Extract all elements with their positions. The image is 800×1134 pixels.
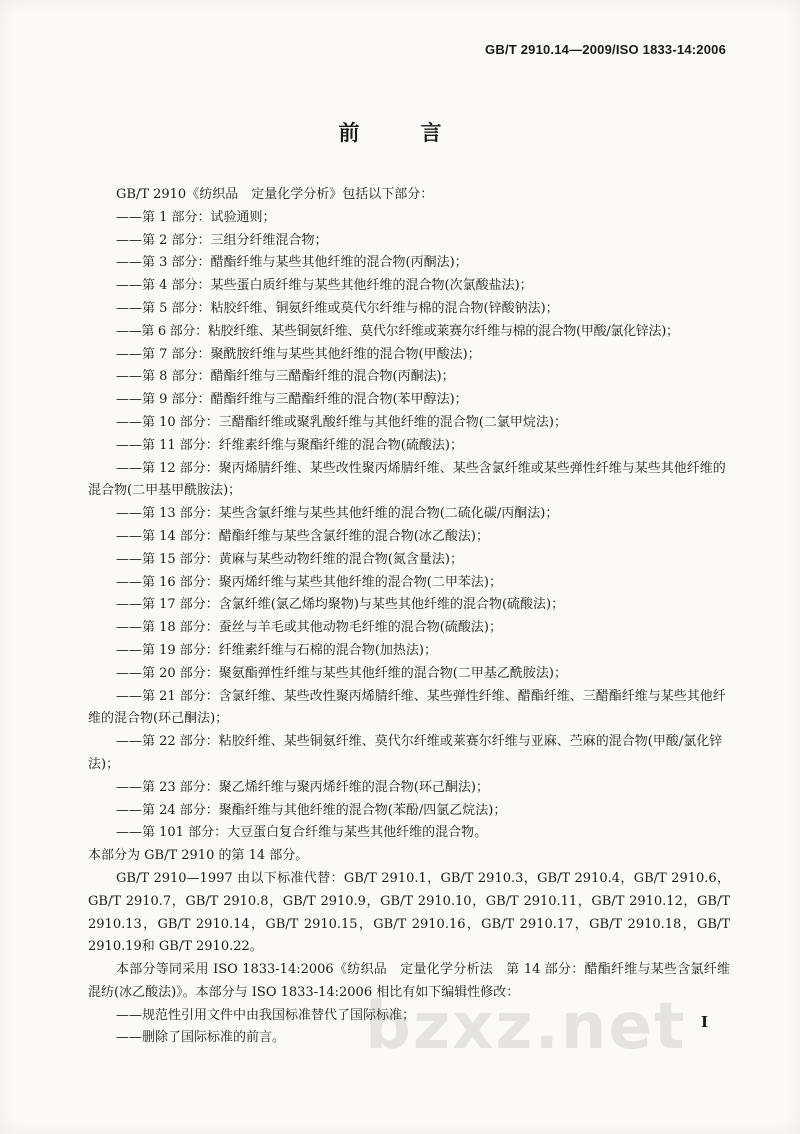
list-item: ——第 10 部分：三醋酯纤维或聚乳酸纤维与其他纤维的混合物(二氯甲烷法)；: [116, 414, 567, 430]
foreword-body: [88, 184, 730, 1050]
list-item: ——第 15 部分：黄麻与某些动物纤维的混合物(氮含量法)；: [116, 551, 463, 567]
intro-paragraph: GB/T 2910《纺织品 定量化学分析》包括以下部分：: [116, 187, 434, 202]
list-item: ——第 17 部分：含氯纤维(氯乙烯均聚物)与某些其他纤维的混合物(硫酸法)；: [116, 597, 565, 613]
list-item: ——第 24 部分：聚酯纤维与其他纤维的混合物(苯酚/四氯乙烷法)；: [116, 802, 507, 818]
list-item: ——删除了国际标准的前言。: [116, 1030, 286, 1046]
list-item: ——第 7 部分：聚酰胺纤维与某些其他纤维的混合物(甲酸法)；: [116, 346, 481, 362]
list-item: ——第 14 部分：醋酯纤维与某些含氯纤维的混合物(冰乙酸法)；: [116, 528, 489, 544]
list-item: ——第 20 部分：聚氨酯弹性纤维与某些其他纤维的混合物(二甲基乙酰胺法)；: [116, 665, 567, 681]
part-statement: 本部分为 GB/T 2910 的第 14 部分。: [88, 848, 309, 864]
list-item: ——第 21 部分：含氯纤维、某些改性聚丙烯腈纤维、某些弹性纤维、醋酯纤维、三醋酯纤维与某些其他纤维的混合物(环己酮法)；: [88, 688, 726, 727]
watermark: bzxz.net: [365, 990, 687, 1064]
page-number: I: [700, 1013, 708, 1031]
adoption-paragraph: 本部分等同采用 ISO 1833-14:2006《纺织品 定量化学分析法 第 14 部分：醋酯纤维与某些含氯纤维混纺(冰乙酸法)》。本部分与 ISO 1833-14:2006 相比有如下编辑性修改：: [88, 962, 730, 1000]
list-item: ——第 4 部分：某些蛋白质纤维与某些其他纤维的混合物(次氯酸盐法)；: [116, 278, 533, 294]
list-item: ——第 1 部分：试验通则；: [116, 209, 276, 225]
list-item: ——第 5 部分：粘胶纤维、铜氨纤维或莫代尔纤维与棉的混合物(锌酸钠法)；: [116, 300, 559, 316]
list-item: ——第 22 部分：粘胶纤维、某些铜氨纤维、莫代尔纤维或莱赛尔纤维与亚麻、苎麻的混合物(甲酸/氯化锌法)；: [88, 734, 723, 772]
list-item: ——第 6 部分：粘胶纤维、某些铜氨纤维、莫代尔纤维或莱赛尔纤维与棉的混合物(甲酸/氯化锌法)；: [116, 323, 679, 339]
list-item: ——规范性引用文件中由我国标准替代了国际标准；: [116, 1007, 416, 1023]
list-item: ——第 11 部分：纤维素纤维与聚酯纤维的混合物(硫酸法)；: [116, 437, 463, 453]
list-item: ——第 13 部分：某些含氯纤维与某些其他纤维的混合物(二硫化碳/丙酮法)；: [116, 506, 559, 522]
list-item: ——第 8 部分：醋酯纤维与三醋酯纤维的混合物(丙酮法)；: [116, 369, 455, 385]
page-title: 前 言: [338, 120, 462, 145]
list-item: ——第 23 部分：聚乙烯纤维与聚丙烯纤维的混合物(环己酮法)；: [116, 779, 489, 795]
list-item: ——第 18 部分：蚕丝与羊毛或其他动物毛纤维的混合物(硫酸法)；: [116, 620, 502, 636]
replacement-paragraph: GB/T 2910—1997 由以下标准代替：GB/T 2910.1，GB/T 2910.3，GB/T 2910.4，GB/T 2910.6，GB/T 2910.7，GB/T 2910.8，GB/T 2910.9，GB/T 2910.10，GB/T 2910.11，GB/T 2910.12，GB/T 2910.13，GB/T 2910.14，GB/T 2910.15，GB/T 2910.16，GB/T 2910.17，GB/T 2910.18，GB/T 2910.19和 GB/T 2910.22。: [88, 870, 730, 955]
list-item: ——第 19 部分：纤维素纤维与石棉的混合物(加热法)；: [116, 642, 437, 658]
list-item: ——第 16 部分：聚丙烯纤维与某些其他纤维的混合物(二甲苯法)；: [116, 574, 502, 590]
parts-list: [88, 207, 730, 845]
list-item: ——第 9 部分：醋酯纤维与三醋酯纤维的混合物(苯甲醇法)；: [116, 392, 468, 408]
standard-code-header: GB/T 2910.14—2009/ISO 1833-14:2006: [485, 42, 726, 57]
list-item: ——第 12 部分：聚丙烯腈纤维、某些改性聚丙烯腈纤维、某些含氯纤维或某些弹性纤维与某些其他纤维的混合物(二甲基甲酰胺法)；: [88, 460, 726, 499]
list-item: ——第 101 部分：大豆蛋白复合纤维与某些其他纤维的混合物。: [116, 825, 488, 841]
list-item: ——第 3 部分：醋酯纤维与某些其他纤维的混合物(丙酮法)；: [116, 255, 468, 271]
list-item: ——第 2 部分：三组分纤维混合物；: [116, 232, 328, 248]
